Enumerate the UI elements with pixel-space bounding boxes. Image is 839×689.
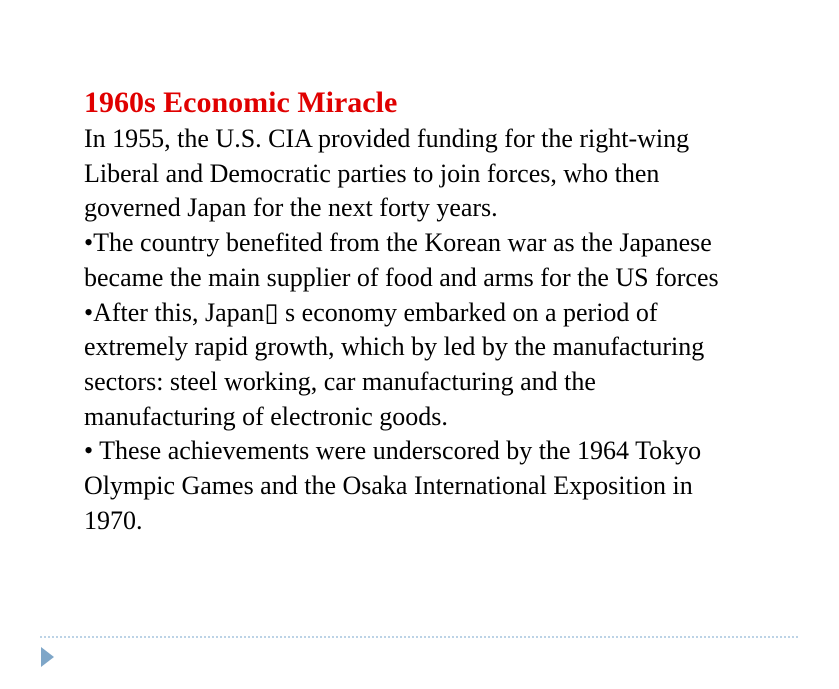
body-line: Olympic Games and the Osaka International Exposition in bbox=[84, 471, 693, 501]
bullet-line: • These achievements were underscored by the 1964 Tokyo bbox=[84, 436, 702, 466]
body-line: manufacturing of electronic goods. bbox=[84, 401, 448, 431]
body-line: governed Japan for the next forty years. bbox=[84, 193, 498, 223]
body-line: became the main supplier of food and arms for the US forces bbox=[84, 262, 719, 292]
body-line: In 1955, the U.S. CIA provided funding for the right-wing bbox=[84, 124, 690, 153]
body-line: extremely rapid growth, which by led by the manufacturing bbox=[84, 332, 705, 362]
body-line: Liberal and Democratic parties to join forces, who then bbox=[84, 158, 660, 188]
slide-title: 1960s Economic Miracle bbox=[84, 86, 398, 119]
triangle-right-icon bbox=[41, 647, 54, 667]
bullet-line: •After this, Japan▯ s economy embarked on a period of bbox=[84, 297, 658, 327]
body-line: sectors: steel working, car manufacturing and the bbox=[84, 366, 596, 396]
body-line: 1970. bbox=[84, 505, 143, 535]
footer-divider bbox=[40, 636, 798, 638]
bullet-line: •The country benefited from the Korean war as the Japanese bbox=[84, 228, 712, 258]
slide-content bbox=[84, 84, 814, 538]
